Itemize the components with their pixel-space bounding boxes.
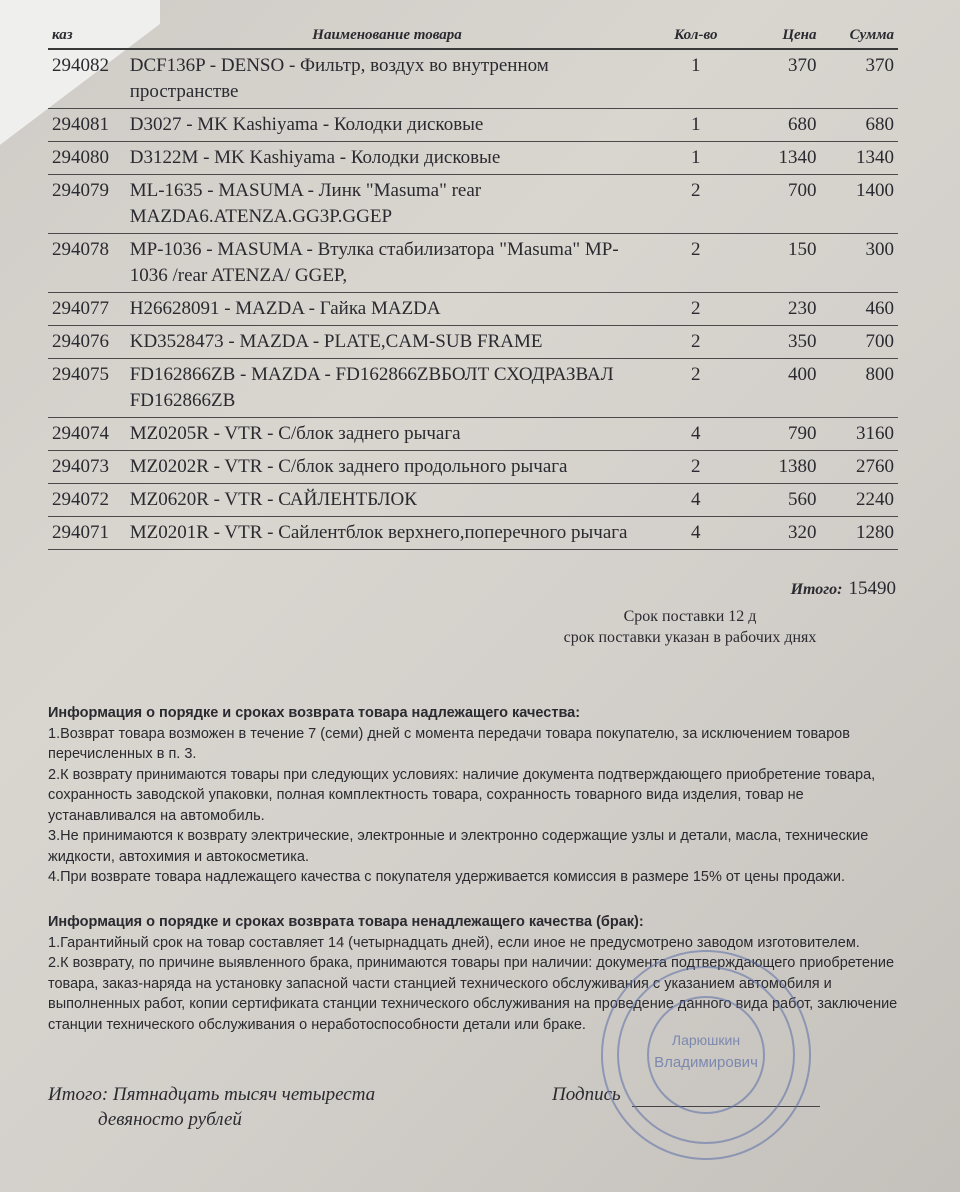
row-name: H26628091 - MAZDA - Гайка MAZDA [126, 293, 649, 326]
invoice-total [700, 578, 896, 600]
row-qty: 4 [648, 418, 743, 451]
row-price: 370 [743, 49, 820, 109]
table-row [48, 109, 898, 142]
row-id: 294071 [48, 517, 126, 550]
header-name: Наименование товара [126, 22, 649, 49]
row-qty: 4 [648, 517, 743, 550]
policy-defect-heading: Информация о порядке и сроках возврата товара ненадлежащего качества (брак): [48, 914, 644, 930]
row-sum: 3160 [821, 418, 899, 451]
row-name: MZ0620R - VTR - САЙЛЕНТБЛОК [126, 484, 649, 517]
row-price: 1340 [743, 142, 820, 175]
table-row [48, 451, 898, 484]
policy-defect-item-2: 2.К возврату, по причине выявленного брака, принимаются товары при наличии: документа подтверждающего приобретение товара, заказ-наряда на установку запасной части станцией технического обслуживания с указанием автомобиля и выполненных работ, копии сертификата станции технического обслуживания на проведение данного вида работ, заключение станции технического обслуживания о неработоспособности детали или браке. [48, 955, 898, 1033]
row-name: MZ0205R - VTR - С/блок заднего рычага [126, 418, 649, 451]
table-row [48, 418, 898, 451]
row-sum: 2240 [821, 484, 899, 517]
row-sum: 1280 [821, 517, 899, 550]
row-name: D3122M - MK Kashiyama - Колодки дисковые [126, 142, 649, 175]
row-qty: 1 [648, 49, 743, 109]
row-qty: 1 [648, 142, 743, 175]
table-header [48, 22, 898, 49]
table-row [48, 234, 898, 293]
row-sum: 1400 [821, 175, 899, 234]
row-price: 400 [743, 359, 820, 418]
row-price: 150 [743, 234, 820, 293]
policy-good-item-4: 4.При возврате товара надлежащего качества с покупателя удерживается комиссия в размере 15% от цены продажи. [48, 869, 845, 885]
delivery-term: Срок поставки 12 д [623, 608, 757, 625]
total-value: 15490 [848, 578, 896, 599]
row-qty: 4 [648, 484, 743, 517]
row-price: 320 [743, 517, 820, 550]
invoice-table [48, 22, 898, 550]
row-sum: 680 [821, 109, 899, 142]
row-name: DCF136P - DENSO - Фильтр, воздух во внутренном пространстве [126, 49, 649, 109]
row-price: 1380 [743, 451, 820, 484]
header-sum: Сумма [821, 22, 899, 49]
header-qty: Кол-во [648, 22, 743, 49]
table-row [48, 517, 898, 550]
stamp-name-1: Ларюшкин [671, 1032, 741, 1048]
table-row [48, 484, 898, 517]
total-words-line1: Итого: Пятнадцать тысяч четыреста [48, 1084, 376, 1105]
policy-defect-item-1: 1.Гарантийный срок на товар составляет 14 (четырнадцать дней), если иное не предусмотрено заводом изготовителем. [48, 934, 860, 951]
company-stamp [596, 945, 816, 1165]
policy-good-item-3: 3.Не принимаются к возврату электрические, электронные и электронно содержащие узлы и детали, масла, технические жидкости, автохимия и автокосметика. [48, 828, 869, 865]
row-price: 230 [743, 293, 820, 326]
row-name: MZ0201R - VTR - Сайлентблок верхнего,поперечного рычага [126, 517, 649, 550]
row-id: 294080 [48, 142, 126, 175]
row-sum: 1340 [821, 142, 899, 175]
delivery-note: срок поставки указан в рабочих днях [563, 629, 817, 646]
row-id: 294079 [48, 175, 126, 234]
row-price: 790 [743, 418, 820, 451]
table-row [48, 293, 898, 326]
total-label: Итого: [790, 581, 843, 598]
stamp-name-2: Владимирович [654, 1054, 758, 1071]
row-qty: 2 [648, 359, 743, 418]
row-name: KD3528473 - MAZDA - PLATE,CAM-SUB FRAME [126, 326, 649, 359]
row-sum: 370 [821, 49, 899, 109]
row-id: 294082 [48, 49, 126, 109]
row-sum: 460 [821, 293, 899, 326]
return-policy-good [48, 703, 898, 888]
row-id: 294074 [48, 418, 126, 451]
signature-label: Подпись [552, 1084, 621, 1105]
header-id: каз [48, 22, 126, 49]
row-id: 294072 [48, 484, 126, 517]
row-qty: 2 [648, 293, 743, 326]
row-price: 350 [743, 326, 820, 359]
row-qty: 2 [648, 175, 743, 234]
row-name: FD162866ZB - MAZDA - FD162866ZBБОЛТ СХОДРАЗВАЛ FD162866ZB [126, 359, 649, 418]
row-sum: 700 [821, 326, 899, 359]
table-row [48, 142, 898, 175]
row-name: MZ0202R - VTR - С/блок заднего продольного рычага [126, 451, 649, 484]
policy-good-heading: Информация о порядке и сроках возврата товара надлежащего качества: [48, 705, 581, 721]
header-price: Цена [743, 22, 820, 49]
row-name: MP-1036 - MASUMA - Втулка стабилизатора "Masuma" MP-1036 /rear ATENZA/ GGEP, [126, 234, 649, 293]
table-row [48, 326, 898, 359]
row-qty: 2 [648, 451, 743, 484]
row-price: 680 [743, 109, 820, 142]
row-id: 294078 [48, 234, 126, 293]
row-qty: 2 [648, 326, 743, 359]
total-in-words [48, 1082, 375, 1132]
row-id: 294075 [48, 359, 126, 418]
table-row [48, 49, 898, 109]
row-sum: 300 [821, 234, 899, 293]
row-qty: 2 [648, 234, 743, 293]
row-sum: 800 [821, 359, 899, 418]
row-name: D3027 - MK Kashiyama - Колодки дисковые [126, 109, 649, 142]
policy-good-item-1: 1.Возврат товара возможен в течение 7 (семи) дней с момента передачи товара покупателю, за исключением товаров перечисленных в п. 3. [48, 725, 850, 762]
row-id: 294076 [48, 326, 126, 359]
table-row [48, 175, 898, 234]
row-qty: 1 [648, 109, 743, 142]
policy-good-item-2: 2.К возврату принимаются товары при следующих условиях: наличие документа подтверждающего приобретение товара, сохранность заводской упаковки, полная комплектность товара, сохранность товарного вида изделия, товар не устанавливался на автомобиль. [48, 766, 876, 824]
delivery-info [480, 606, 900, 648]
row-name: ML-1635 - MASUMA - Линк "Masuma" rear MAZDA6.ATENZA.GG3P.GGEP [126, 175, 649, 234]
row-id: 294081 [48, 109, 126, 142]
row-id: 294077 [48, 293, 126, 326]
row-price: 560 [743, 484, 820, 517]
table-row [48, 359, 898, 418]
row-price: 700 [743, 175, 820, 234]
total-words-line2: девяносто рублей [98, 1109, 242, 1130]
row-id: 294073 [48, 451, 126, 484]
row-sum: 2760 [821, 451, 899, 484]
